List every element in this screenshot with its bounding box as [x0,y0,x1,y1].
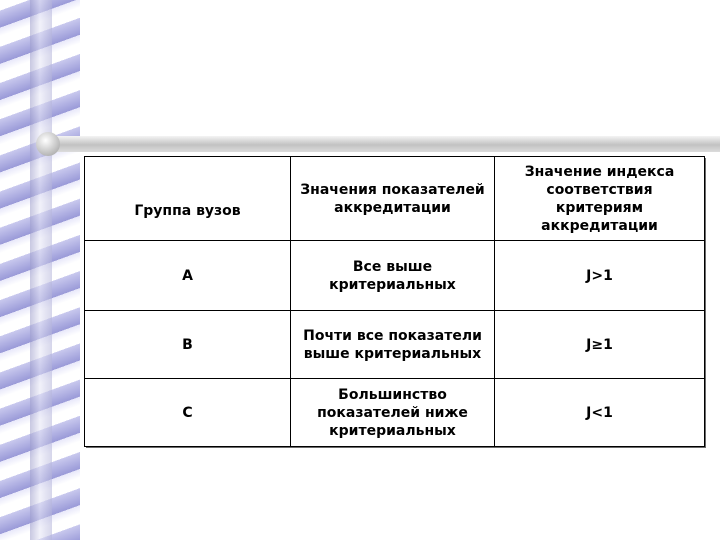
left-decorative-border [0,0,80,540]
cell-index: J>1 [495,241,705,311]
cell-index: J≥1 [495,311,705,379]
header-index-value: Значение индекса соответствия критериям аккредитации [495,157,705,241]
table-row [85,379,705,447]
accreditation-table-container [84,156,704,446]
cell-indicators: Почти все показатели выше критериальных [291,311,495,379]
header-indicator-values: Значения показателей аккредитации [291,157,495,241]
accreditation-table [84,156,705,447]
cell-group: А [85,241,291,311]
cell-group: В [85,311,291,379]
cell-index: J<1 [495,379,705,447]
cell-indicators: Большинство показателей ниже критериальных [291,379,495,447]
table-header-row [85,157,705,241]
horizontal-rule [44,136,720,152]
cell-group: С [85,379,291,447]
table-row [85,241,705,311]
cell-indicators: Все выше критериальных [291,241,495,311]
rule-knob [36,132,60,156]
table-row [85,311,705,379]
header-university-group: Группа вузов [85,157,291,241]
